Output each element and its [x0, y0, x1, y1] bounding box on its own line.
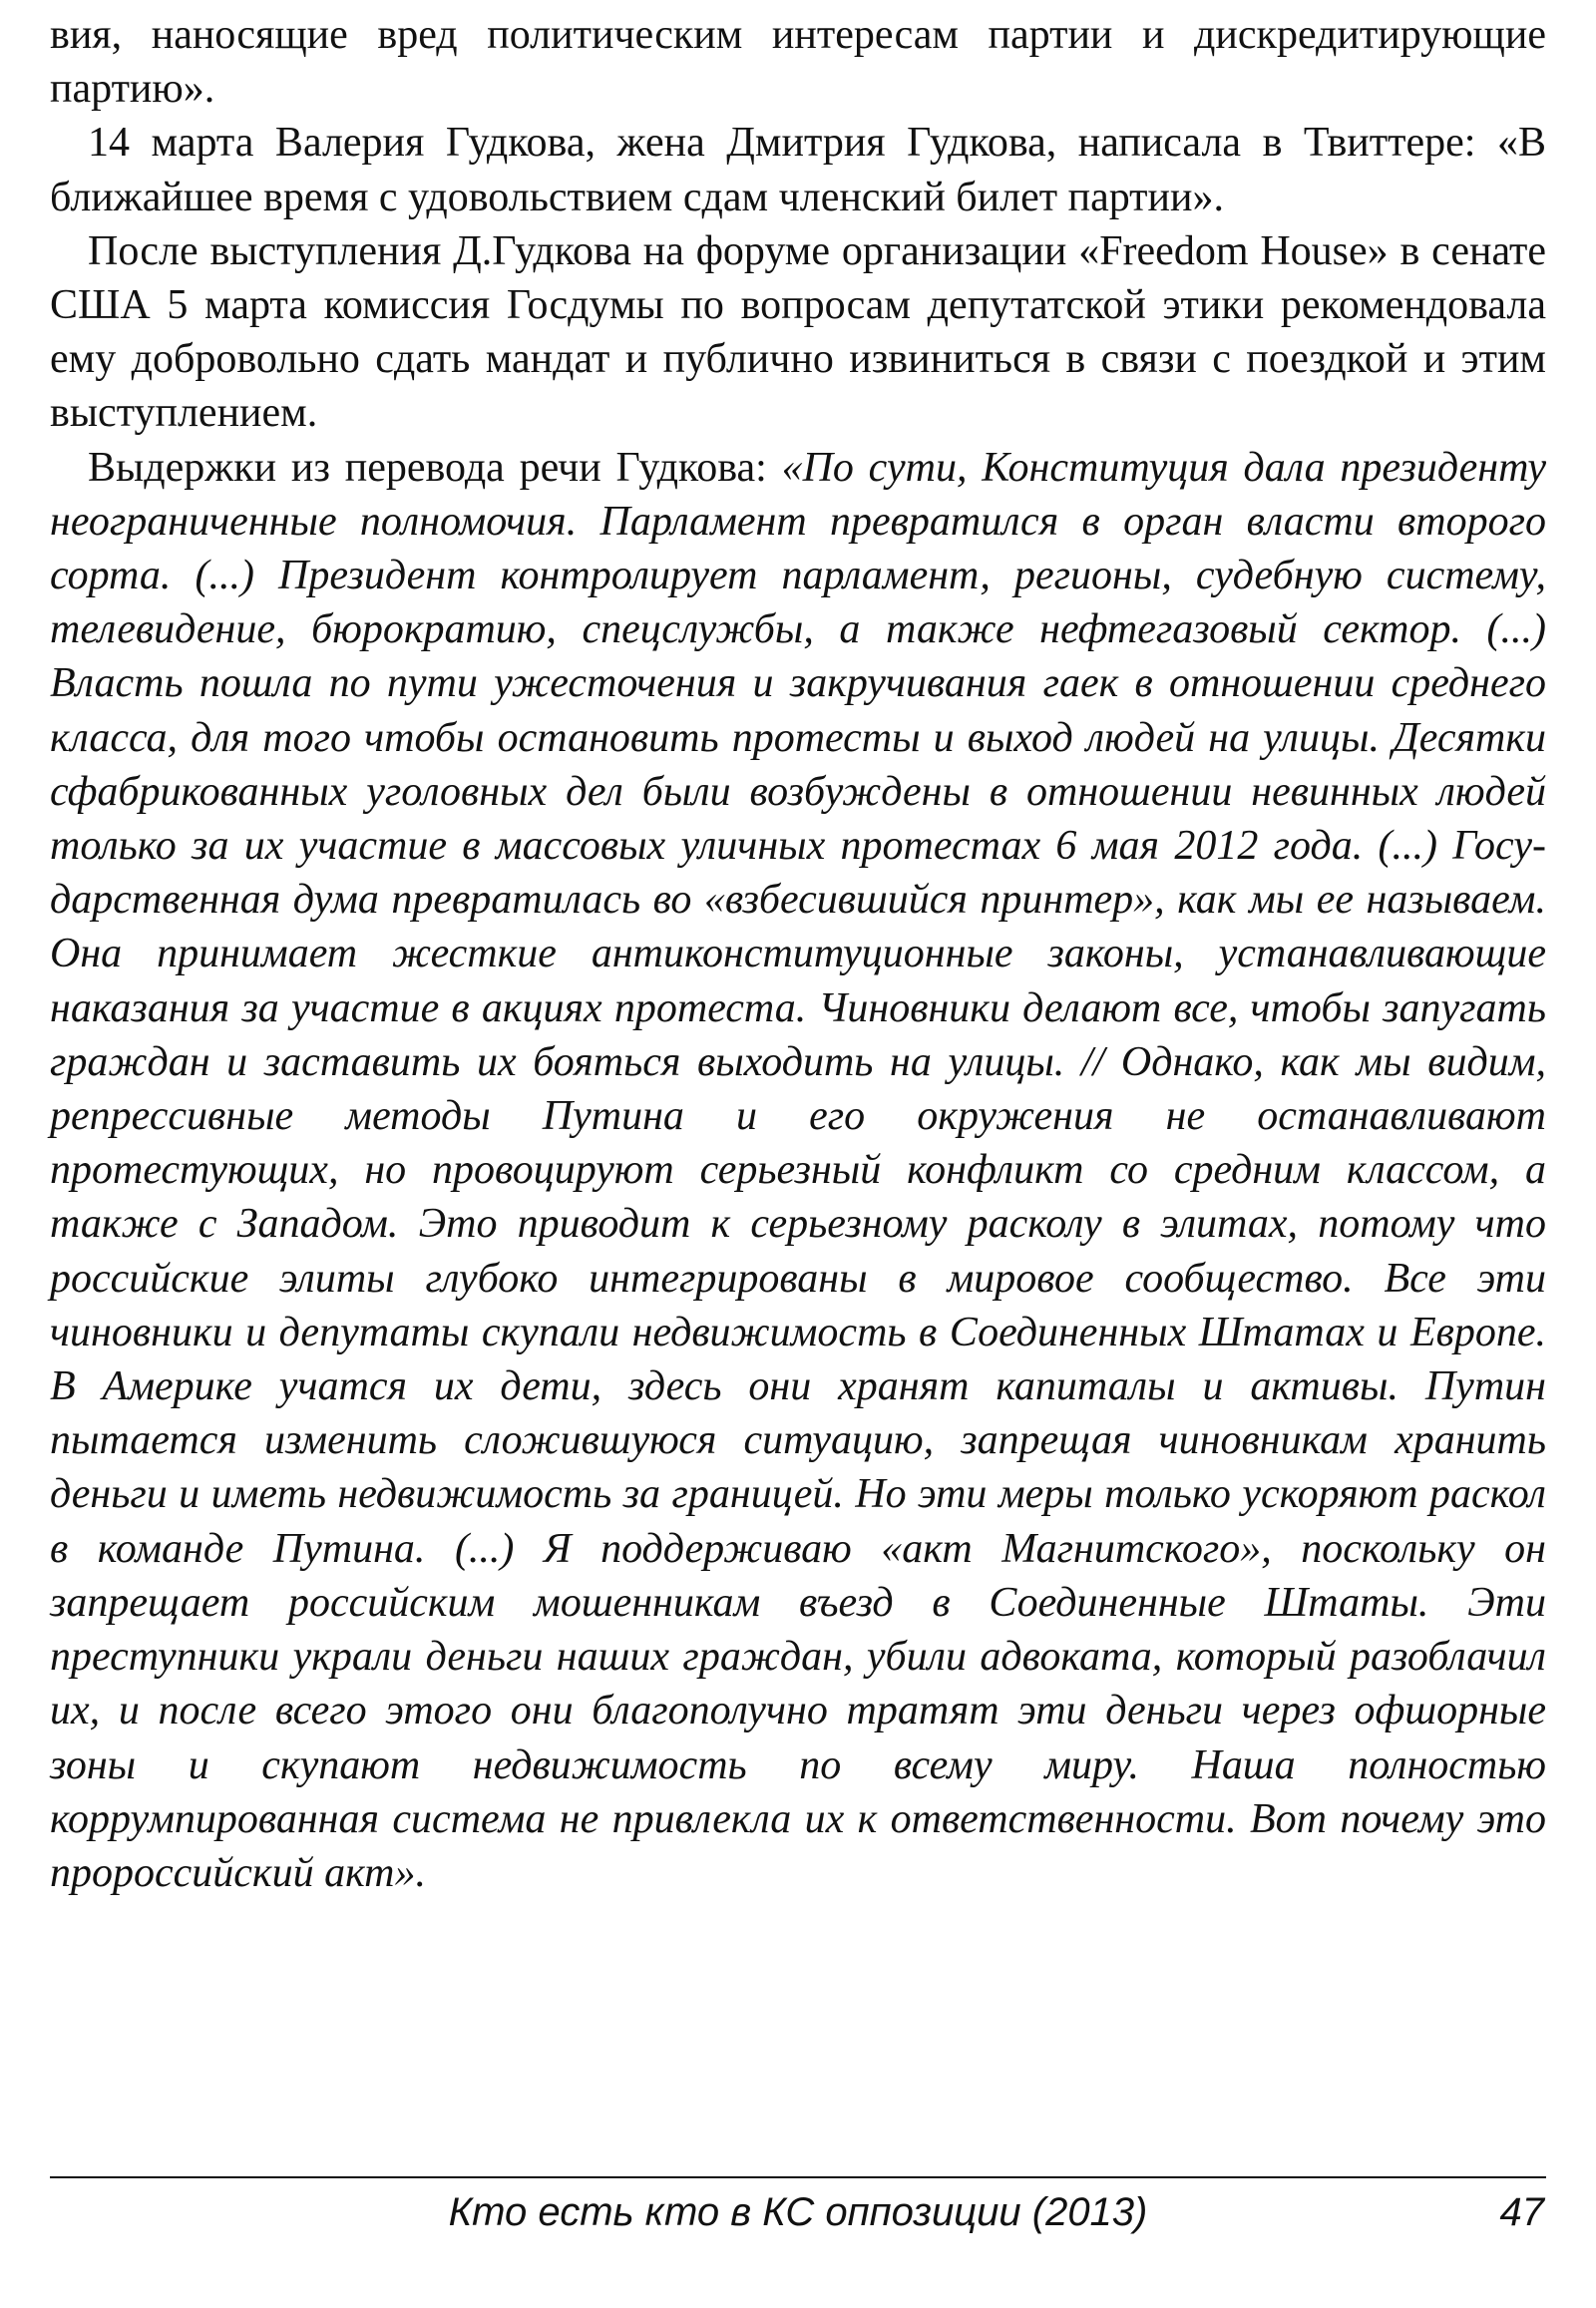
paragraph-continuation: вия, наносящие вред политическим интересам партии и дискредитирующие партию». — [50, 12, 1546, 113]
page-body — [50, 8, 1546, 1900]
speech-excerpt-quote: «По сути, Конституция дала президенту неограниченные полномочия. Парламент превратился в орган власти второго сорта. (...) Президент контролирует парламент, регионы, судебную систему, телевидение, бюрократию, спецслужбы, а также нефтегазовый сектор. (...) Власть пошла по пути ужесточения и закручивания гаек в отношении среднего класса, для того чтобы остановить протесты и выход людей на улицы. Десятки сфабрикованных уголовных дел были возбуждены в отношении невинных людей только за их участие в массовых уличных протестах 6 мая 2012 года. (...) Государственная дума превратилась во «взбесившийся принтер», как мы ее называем. Она принимает жесткие антиконституционные законы, устанавливающие наказания за участие в акциях протеста. Чиновники делают все, чтобы запугать граждан и заставить их бояться выходить на улицы. // Однако, как мы видим, репрессивные методы Путина и его окружения не останавливают протестующих, но провоцируют серьезный конфликт со средним классом, а также с Западом. Это приводит к серьезному расколу в элитах, потому что российские элиты глубоко интегрированы в мировое сообщество. Все эти чиновники и депутаты скупали недвижимость в Соединенных Штатах и Европе. В Америке учатся их дети, здесь они хранят капиталы и активы. Путин пытается изменить сложившуюся ситуацию, запрещая чиновникам хранить деньги и иметь недвижимость за границей. Но эти меры только ускоряют раскол в команде Путина. (...) Я поддерживаю «акт Магнитского», поскольку он запрещает российским мошенникам въезд в Соединенные Штаты. Эти преступники украли деньги наших граждан, убили адвоката, который разоблачил их, и после всего этого они благополучно тратят эти деньги через офшорные зоны и скупают недвижимость по всему миру. Наша полностью коррумпированная система не привлекла их к ответственности. Вот почему это пророссийский акт». — [50, 444, 1547, 1896]
page-number: 47 — [1499, 2190, 1544, 2234]
footer-divider — [50, 2176, 1546, 2178]
paragraph-speech-excerpt — [50, 441, 1546, 1900]
speech-excerpt-lead: Выдержки из перевода речи Гудкова: — [88, 444, 782, 491]
page-footer — [50, 2186, 1546, 2246]
footer-book-title: Кто есть кто в КС оппозиции (2013) — [448, 2190, 1148, 2234]
paragraph-freedom-house: После выступления Д.Гудкова на форуме организации «Freedom House» в сенате США 5 марта комиссия Госдумы по вопросам депутатской этики рекомендовала ему добровольно сдать мандат и публично извиниться в связи с поездкой и этим выступлением. — [50, 227, 1546, 437]
paragraph-gudkova-tweet: 14 марта Валерия Гудкова, жена Дмитрия Гудкова, написала в Твиттере: «В ближайшее время с удовольствием сдам членский билет партии». — [50, 120, 1546, 220]
